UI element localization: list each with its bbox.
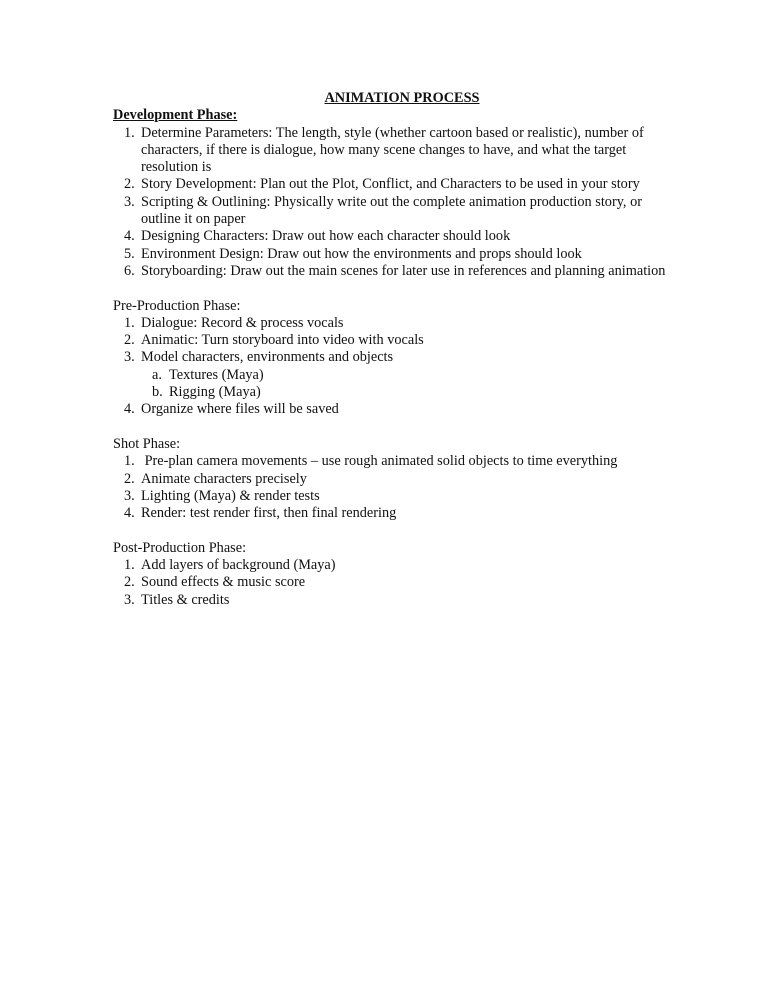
numbered-list: [113, 557, 673, 609]
list-item: 1. Add layers of background (Maya): [124, 557, 336, 574]
numbered-list: [113, 453, 673, 522]
list-item: 4. Designing Characters: Draw out how each character should look: [124, 228, 511, 245]
list-item-text: Rigging (Maya): [169, 384, 261, 401]
list-item-text: Model characters, environments and objects: [141, 349, 394, 366]
spacer: [113, 419, 673, 436]
list-item-text: Render: test render first, then final rendering: [141, 505, 397, 522]
section-pre-production: [113, 298, 673, 419]
list-item-text: Dialogue: Record & process vocals: [141, 314, 344, 331]
section-post-production: [113, 540, 673, 609]
list-item-text: Add layers of background (Maya): [141, 557, 336, 574]
list-item-text: Designing Characters: Draw out how each character should look: [141, 228, 511, 245]
list-item: 1. Determine Parameters: The length, style (whether cartoon based or realistic), number of characters, if there is dialogue, how many scene changes to have, and what the target resolution is: [124, 124, 644, 176]
list-item: 3. Model characters, environments and objects: [124, 349, 394, 366]
list-item-text: Titles & credits: [141, 591, 230, 608]
list-item: 6. Storyboarding: Draw out the main scenes for later use in references and planning animation: [124, 262, 666, 279]
list-item: 3. Lighting (Maya) & render tests: [124, 487, 320, 504]
list-item: 3. Titles & credits: [124, 591, 230, 608]
list-item-text: Pre-plan camera movements – use rough animated solid objects to time everything: [144, 453, 618, 470]
list-item: 2. Story Development: Plan out the Plot, Conflict, and Characters to be used in your story: [124, 176, 640, 193]
numbered-list: [113, 125, 673, 281]
spacer: [113, 280, 673, 297]
list-item-text: Lighting (Maya) & render tests: [141, 487, 320, 504]
spacer: [113, 522, 673, 539]
list-item-text: Textures (Maya): [169, 366, 264, 383]
list-item: 2. Animate characters precisely: [124, 470, 307, 487]
list-item-text: Organize where files will be saved: [141, 401, 339, 418]
list-item-text: Scripting & Outlining: Physically write out the complete animation production story, or outline it on paper: [141, 193, 642, 228]
sub-list-item: b. Rigging (Maya): [152, 384, 261, 401]
sub-list-item: a. Textures (Maya): [152, 366, 264, 383]
list-item-text: Story Development: Plan out the Plot, Conflict, and Characters to be used in your story: [141, 176, 640, 193]
list-item-text: Sound effects & music score: [141, 574, 306, 591]
list-item-text: Animate characters precisely: [141, 470, 307, 487]
list-item-text: Determine Parameters: The length, style (whether cartoon based or realistic), number of characters, if there is dialogue, how many scene changes to have, and what the target resolution is: [141, 124, 644, 176]
list-item: 2. Animatic: Turn storyboard into video with vocals: [124, 332, 424, 349]
document-page: [113, 90, 673, 609]
list-item: 4. Organize where files will be saved: [124, 401, 339, 418]
section-heading: Shot Phase:: [113, 435, 181, 452]
list-item: 4. Render: test render first, then final rendering: [124, 505, 397, 522]
list-item: 3. Scripting & Outlining: Physically write out the complete animation production story, or outline it on paper: [124, 193, 642, 228]
list-item: 1. Pre-plan camera movements – use rough animated solid objects to time everything: [124, 453, 618, 470]
list-item: 2. Sound effects & music score: [124, 574, 306, 591]
section-heading: Post-Production Phase:: [113, 539, 247, 556]
list-item-text: Environment Design: Draw out how the environments and props should look: [141, 245, 582, 262]
list-item: 1. Dialogue: Record & process vocals: [124, 314, 344, 331]
numbered-list: [113, 315, 673, 419]
section-heading: Pre-Production Phase:: [113, 297, 241, 314]
section-heading: Development Phase:: [113, 107, 238, 124]
page-title: ANIMATION PROCESS: [324, 90, 480, 106]
list-item-text: Storyboarding: Draw out the main scenes for later use in references and planning animation: [141, 262, 666, 279]
section-shot: [113, 436, 673, 522]
section-development: [113, 107, 673, 280]
list-item-text: Animatic: Turn storyboard into video with vocals: [141, 332, 424, 349]
list-item: 5. Environment Design: Draw out how the environments and props should look: [124, 245, 582, 262]
